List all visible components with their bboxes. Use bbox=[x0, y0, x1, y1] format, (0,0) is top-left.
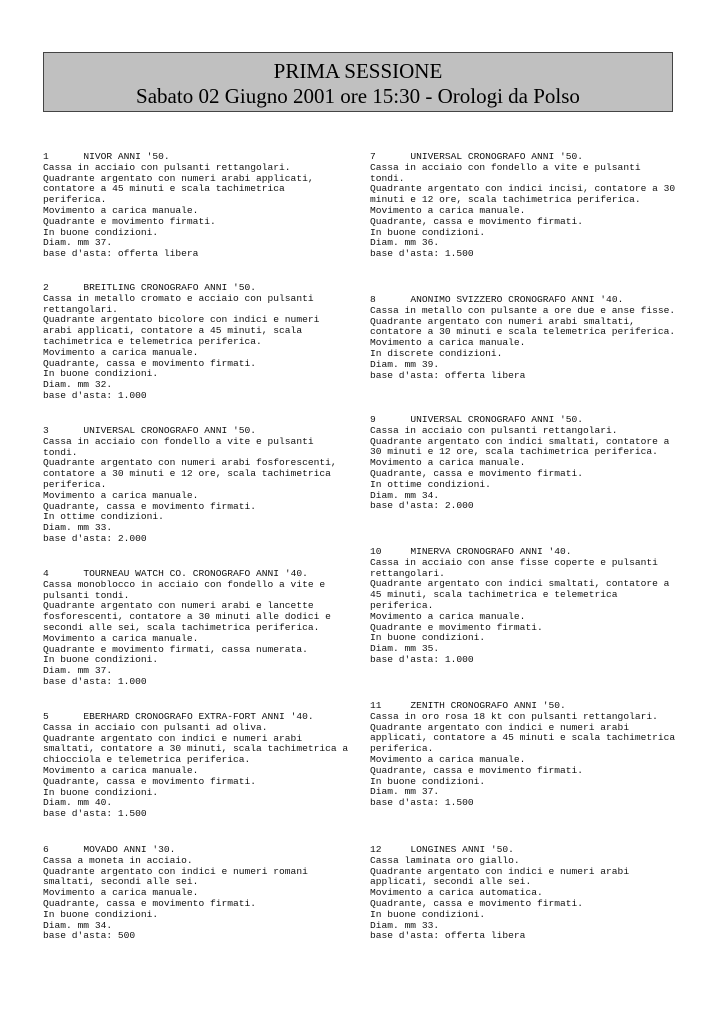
lot-number: 11 bbox=[370, 700, 382, 711]
lot-line: Movimento a carica manuale. bbox=[43, 887, 199, 899]
lot-line: 45 minuti, scala tachimetrica e telemetrica bbox=[370, 589, 618, 601]
lot-line: Movimento a carica manuale. bbox=[43, 346, 199, 358]
session-header bbox=[43, 52, 673, 112]
lot-line: In ottime condizioni. bbox=[370, 478, 491, 490]
lot-title: UNIVERSAL CRONOGRAFO ANNI '50. bbox=[410, 414, 584, 425]
lot-line: Movimento a carica manuale. bbox=[43, 632, 199, 644]
lot-base-price: base d'asta: 2.000 bbox=[43, 532, 147, 544]
lot-base-price: base d'asta: 1.500 bbox=[43, 808, 147, 820]
lot-line: Quadrante, cassa e movimento firmati. bbox=[43, 357, 257, 369]
lot-line: rettangolari. bbox=[43, 303, 118, 315]
lot-line: Cassa in acciaio con pulsanti rettangolari. bbox=[370, 424, 618, 436]
lot-base-price: base d'asta: 1.000 bbox=[43, 675, 147, 687]
lot-title: MOVADO ANNI '30. bbox=[83, 844, 176, 855]
lot-line: minuti e 12 ore, scala tachimetrica periferica. bbox=[370, 194, 641, 206]
lot-line: Quadrante, cassa e movimento firmati. bbox=[370, 764, 584, 776]
lot-line: Movimento a carica manuale. bbox=[370, 610, 526, 622]
lot-title: ZENITH CRONOGRAFO ANNI '50. bbox=[410, 700, 566, 711]
lot-base-price: base d'asta: 1.000 bbox=[43, 389, 147, 401]
lot-title: LONGINES ANNI '50. bbox=[410, 844, 514, 855]
lot-line: Movimento a carica manuale. bbox=[370, 204, 526, 216]
lot-line: smaltati, secondi alle sei. bbox=[43, 876, 199, 888]
lot-10 bbox=[370, 547, 690, 666]
lot-5 bbox=[43, 712, 361, 820]
lot-line: Diam. mm 40. bbox=[43, 797, 113, 809]
lot-line: tondi. bbox=[43, 446, 78, 458]
lot-11 bbox=[370, 701, 690, 809]
lot-1 bbox=[43, 152, 361, 260]
lot-line: Quadrante argentato con indici e numeri arabi bbox=[43, 732, 303, 744]
lot-base-price: base d'asta: 500 bbox=[43, 930, 136, 942]
lot-title: EBERHARD CRONOGRAFO EXTRA-FORT ANNI '40. bbox=[83, 711, 314, 722]
lot-title: UNIVERSAL CRONOGRAFO ANNI '50. bbox=[410, 151, 584, 162]
lot-base-price: base d'asta: 1.000 bbox=[370, 653, 474, 665]
lot-line: Diam. mm 37. bbox=[43, 237, 113, 249]
lot-line: contatore a 30 minuti e scala telemetrica periferica. bbox=[370, 326, 676, 338]
lot-line: In buone condizioni. bbox=[43, 226, 159, 238]
lot-line: In buone condizioni. bbox=[370, 226, 486, 238]
lot-line: Cassa in acciaio con anse fisse coperte e pulsanti bbox=[370, 556, 658, 568]
lot-line: Cassa in acciaio con pulsanti ad oliva. bbox=[43, 721, 268, 733]
lot-line: Diam. mm 32. bbox=[43, 379, 113, 391]
lot-line: Cassa in metallo con pulsante a ore due e anse fisse. bbox=[370, 304, 676, 316]
lot-number: 1 bbox=[43, 151, 49, 162]
lot-line: Movimento a carica manuale. bbox=[370, 753, 526, 765]
lot-line: Cassa monoblocco in acciaio con fondello a vite e bbox=[43, 578, 326, 590]
lot-line: 30 minuti e 12 ore, scala tachimetrica periferica. bbox=[370, 446, 658, 458]
lot-line: Movimento a carica automatica. bbox=[370, 887, 543, 899]
lot-number: 9 bbox=[370, 414, 376, 425]
lot-line: Quadrante, cassa e movimento firmati. bbox=[370, 897, 584, 909]
lot-title: TOURNEAU WATCH CO. CRONOGRAFO ANNI '40. bbox=[83, 568, 308, 579]
lot-base-price: base d'asta: 2.000 bbox=[370, 500, 474, 512]
lot-line: Diam. mm 34. bbox=[370, 489, 440, 501]
lot-line: Cassa in acciaio con fondello a vite e pulsanti bbox=[43, 435, 314, 447]
lot-title: MINERVA CRONOGRAFO ANNI '40. bbox=[410, 546, 572, 557]
lot-line: rettangolari. bbox=[370, 567, 445, 579]
lot-line: Quadrante, cassa e movimento firmati. bbox=[43, 775, 257, 787]
lot-line: Cassa in acciaio con fondello a vite e pulsanti bbox=[370, 161, 641, 173]
lot-number: 4 bbox=[43, 568, 49, 579]
lot-line: contatore a 30 minuti e 12 ore, scala tachimetrica bbox=[43, 468, 331, 480]
lot-line: Movimento a carica manuale. bbox=[43, 489, 199, 501]
lot-line: Quadrante, cassa e movimento firmati. bbox=[43, 500, 257, 512]
lot-line: Movimento a carica manuale. bbox=[370, 457, 526, 469]
lot-line: smaltati, contatore a 30 minuti, scala tachimetrica a bbox=[43, 743, 349, 755]
lot-line: tachimetrica e telemetrica periferica. bbox=[43, 335, 262, 347]
lot-line: Quadrante e movimento firmati. bbox=[370, 621, 543, 633]
lot-line: pulsanti tondi. bbox=[43, 589, 130, 601]
lot-line: chiocciola e telemetrica periferica. bbox=[43, 754, 251, 766]
lot-number: 5 bbox=[43, 711, 49, 722]
lot-8 bbox=[370, 295, 690, 381]
lot-line: Diam. mm 34. bbox=[43, 919, 113, 931]
lot-line: fosforescenti, contatore a 30 minuti alle dodici e bbox=[43, 611, 331, 623]
lot-line: Movimento a carica manuale. bbox=[43, 764, 199, 776]
lot-line: Cassa in metallo cromato e acciaio con pulsanti bbox=[43, 292, 314, 304]
lot-line: Movimento a carica manuale. bbox=[370, 337, 526, 349]
lot-line: tondi. bbox=[370, 172, 405, 184]
lot-line: Movimento a carica manuale. bbox=[43, 204, 199, 216]
lot-line: Diam. mm 33. bbox=[370, 919, 440, 931]
lot-line: periferica. bbox=[43, 194, 107, 206]
lot-number: 12 bbox=[370, 844, 382, 855]
lot-line: Quadrante, cassa e movimento firmati. bbox=[370, 467, 584, 479]
lot-6 bbox=[43, 845, 361, 942]
lot-line: contatore a 45 minuti e scala tachimetrica bbox=[43, 183, 285, 195]
lot-line: applicati, contatore a 45 minuti e scala tachimetrica bbox=[370, 732, 676, 744]
lot-number: 3 bbox=[43, 425, 49, 436]
lot-number: 6 bbox=[43, 844, 49, 855]
lot-line: In buone condizioni. bbox=[370, 908, 486, 920]
lot-number: 2 bbox=[43, 282, 49, 293]
lot-line: Cassa a moneta in acciaio. bbox=[43, 854, 193, 866]
lot-line: In buone condizioni. bbox=[370, 632, 486, 644]
lot-base-price: base d'asta: offerta libera bbox=[370, 930, 526, 942]
lot-number: 10 bbox=[370, 546, 382, 557]
lot-base-price: base d'asta: offerta libera bbox=[43, 248, 199, 260]
session-title: PRIMA SESSIONE bbox=[273, 59, 443, 83]
lot-line: Cassa laminata oro giallo. bbox=[370, 854, 520, 866]
lot-line: In ottime condizioni. bbox=[43, 511, 164, 523]
lot-line: In buone condizioni. bbox=[43, 908, 159, 920]
lot-title: UNIVERSAL CRONOGRAFO ANNI '50. bbox=[83, 425, 257, 436]
lot-3 bbox=[43, 426, 361, 545]
lot-line: Quadrante argentato con numeri arabi smaltati, bbox=[370, 315, 635, 327]
lot-line: Quadrante argentato con numeri arabi e lancette bbox=[43, 600, 314, 612]
lot-line: Quadrante argentato con numeri arabi applicati, bbox=[43, 172, 314, 184]
lot-title: ANONIMO SVIZZERO CRONOGRAFO ANNI '40. bbox=[410, 294, 624, 305]
lot-12 bbox=[370, 845, 690, 942]
lot-base-price: base d'asta: 1.500 bbox=[370, 797, 474, 809]
lot-7 bbox=[370, 152, 690, 260]
lot-line: Quadrante argentato bicolore con indici e numeri bbox=[43, 314, 320, 326]
lot-line: Cassa in oro rosa 18 kt con pulsanti rettangolari. bbox=[370, 710, 658, 722]
lot-line: periferica. bbox=[370, 743, 434, 755]
lot-title: BREITLING CRONOGRAFO ANNI '50. bbox=[83, 282, 257, 293]
lot-line: Diam. mm 37. bbox=[370, 786, 440, 798]
lot-line: Quadrante argentato con indici smaltati, contatore a bbox=[370, 578, 670, 590]
lot-line: Quadrante argentato con indici smaltati, contatore a bbox=[370, 435, 670, 447]
lot-title: NIVOR ANNI '50. bbox=[83, 151, 170, 162]
lot-line: periferica. bbox=[43, 478, 107, 490]
lot-line: arabi applicati, contatore a 45 minuti, scala bbox=[43, 325, 303, 337]
lot-line: Quadrante argentato con indici e numeri arabi bbox=[370, 721, 630, 733]
lot-line: applicati, secondi alle sei. bbox=[370, 876, 532, 888]
lot-line: In buone condizioni. bbox=[370, 775, 486, 787]
lot-line: In buone condizioni. bbox=[43, 368, 159, 380]
lot-base-price: base d'asta: 1.500 bbox=[370, 248, 474, 260]
lot-line: Diam. mm 39. bbox=[370, 358, 440, 370]
lot-9 bbox=[370, 415, 690, 512]
lot-line: Quadrante, cassa e movimento firmati. bbox=[370, 215, 584, 227]
lot-line: Cassa in acciaio con pulsanti rettangolari. bbox=[43, 161, 291, 173]
lot-line: Diam. mm 37. bbox=[43, 665, 113, 677]
lot-4 bbox=[43, 569, 361, 688]
lot-line: In discrete condizioni. bbox=[370, 347, 503, 359]
lot-line: Quadrante argentato con numeri arabi fosforescenti, bbox=[43, 457, 337, 469]
lot-line: Diam. mm 36. bbox=[370, 237, 440, 249]
session-subtitle: Sabato 02 Giugno 2001 ore 15:30 - Orologi da Polso bbox=[136, 84, 580, 108]
lot-line: Quadrante argentato con indici incisi, contatore a 30 bbox=[370, 183, 676, 195]
lot-line: Quadrante argentato con indici e numeri romani bbox=[43, 865, 308, 877]
lot-line: In buone condizioni. bbox=[43, 786, 159, 798]
lot-number: 7 bbox=[370, 151, 376, 162]
lot-2 bbox=[43, 283, 361, 402]
lot-line: secondi alle sei, scala tachimetrica periferica. bbox=[43, 621, 320, 633]
lot-line: Quadrante argentato con indici e numeri arabi bbox=[370, 865, 630, 877]
lot-base-price: base d'asta: offerta libera bbox=[370, 369, 526, 381]
lot-line: In buone condizioni. bbox=[43, 654, 159, 666]
lot-number: 8 bbox=[370, 294, 376, 305]
lot-line: Diam. mm 35. bbox=[370, 643, 440, 655]
lot-line: Quadrante, cassa e movimento firmati. bbox=[43, 897, 257, 909]
lot-line: Diam. mm 33. bbox=[43, 522, 113, 534]
lot-line: Quadrante e movimento firmati, cassa numerata. bbox=[43, 643, 308, 655]
lot-line: Quadrante e movimento firmati. bbox=[43, 215, 216, 227]
lot-line: periferica. bbox=[370, 599, 434, 611]
